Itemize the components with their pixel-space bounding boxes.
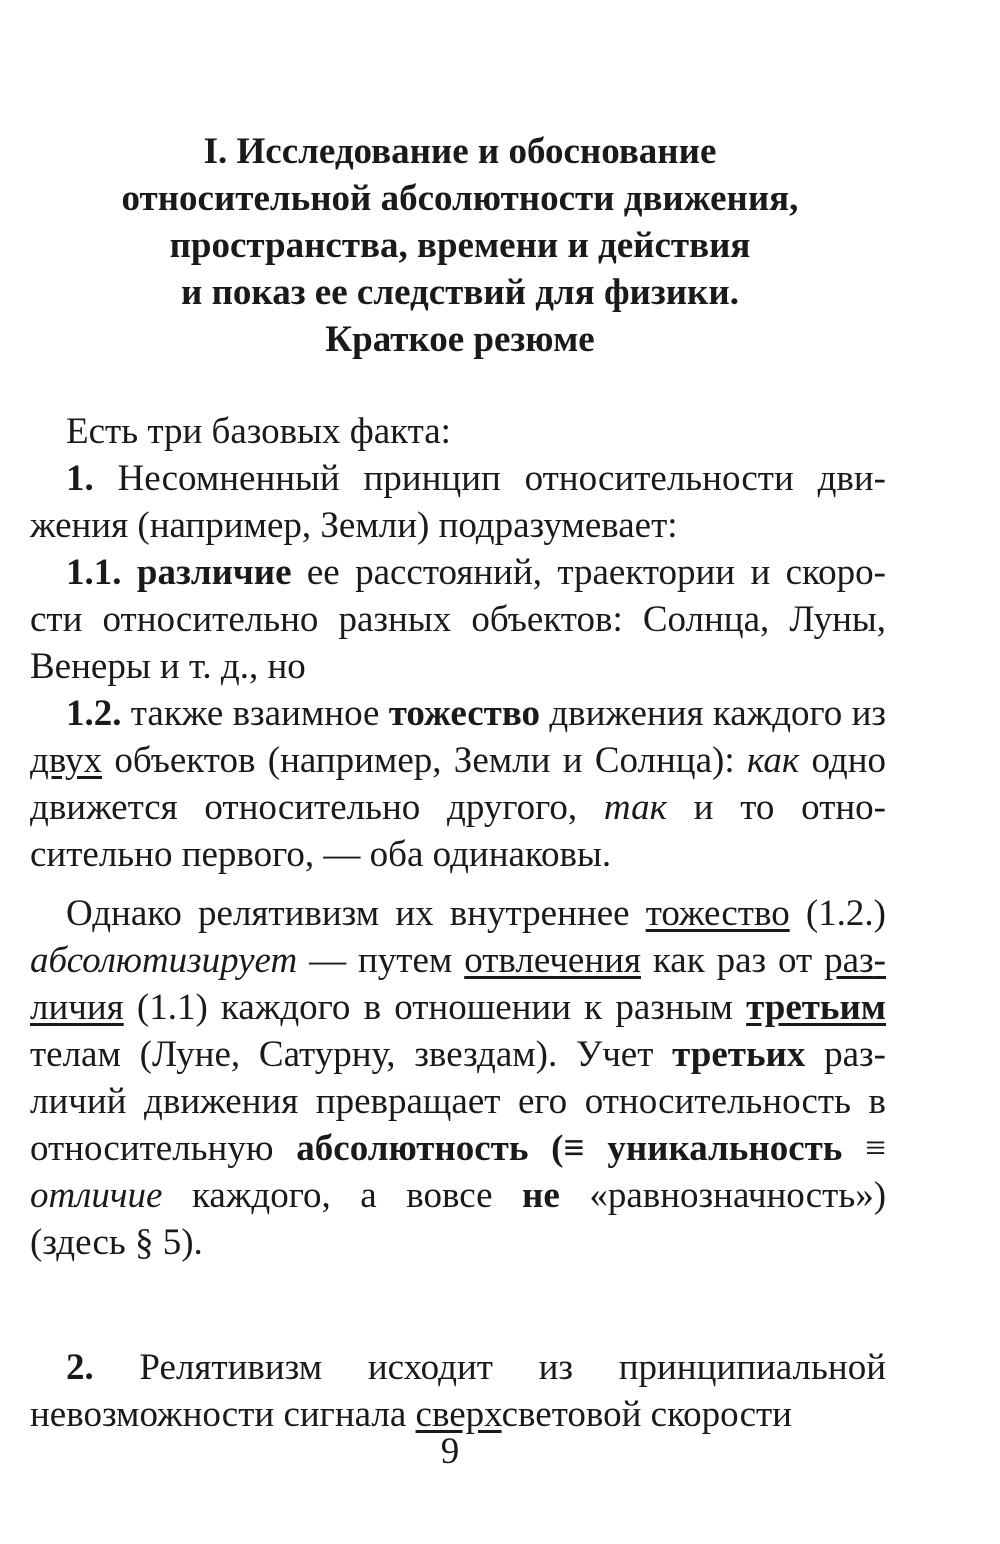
underlined-term: двух xyxy=(30,740,103,781)
bold-term: различие xyxy=(121,552,292,593)
italic-term: отличие xyxy=(30,1175,163,1216)
title-line: относительной абсолютности движения, xyxy=(121,178,799,219)
text-run: как раз от xyxy=(640,940,825,981)
underlined-term: тожество xyxy=(645,893,790,934)
bold-term: тожество xyxy=(388,693,541,734)
text-run: и то относительно первого, — оба одинаковы. xyxy=(30,787,886,875)
text-run: движения каждого из xyxy=(540,693,886,734)
paragraph-2 xyxy=(30,1344,886,1438)
intro-text: Есть три базовых факта: xyxy=(66,411,451,452)
text-run: объектов (например, Земли и Солнца): xyxy=(102,740,747,781)
italic-term: так xyxy=(603,787,667,828)
intro-paragraph xyxy=(30,408,886,455)
bold-term: третьих xyxy=(672,1034,806,1075)
bold-underlined-term xyxy=(746,987,886,1028)
text-run: (1.2.) xyxy=(789,893,886,934)
text-run: — путем xyxy=(297,940,465,981)
item-number: 2. xyxy=(66,1347,94,1388)
underlined-term: сверх xyxy=(415,1394,502,1435)
title-line: и показ ее следствий для физики. xyxy=(181,272,739,313)
italic-term: как xyxy=(746,740,800,781)
text-run: световой скорости xyxy=(501,1394,792,1435)
italic-term: абсолютизирует xyxy=(30,940,298,981)
text-run: одно движется относительно другого, xyxy=(30,740,887,828)
text-run: «равнозначность») (здесь § 5). xyxy=(30,1175,887,1263)
text-run: ее расстояний, траектории и скорости относительно разных объектов: Солнца, Луны, Венеры и т. д., но xyxy=(30,552,886,687)
underlined-term: различия xyxy=(30,940,886,1028)
page-number: 9 xyxy=(440,1431,460,1472)
text-run: Несомненный принцип относительности движения (например, Земли) подразумевает: xyxy=(30,458,886,546)
underlined-term: третьим xyxy=(746,987,886,1028)
paragraph-1-2 xyxy=(30,690,886,878)
text-run: каждого, а вовсе xyxy=(162,1175,523,1216)
subtitle: Краткое резюме xyxy=(325,319,595,360)
bold-term: не xyxy=(522,1175,560,1216)
text-run: телам (Луне, Сатурну, звездам). Учет xyxy=(30,1034,673,1075)
paragraph-1-1 xyxy=(30,549,886,690)
title-line: пространства, времени и действия xyxy=(169,225,751,266)
paragraph-1 xyxy=(30,455,886,549)
text-run: различий движения превращает его относительность в относительную xyxy=(30,1034,886,1169)
text-run: Однако релятивизм их внутреннее xyxy=(66,893,646,934)
text-run: также взаимное xyxy=(121,693,389,734)
text-run: (1.1) каждого в отношении к разным xyxy=(123,987,747,1028)
text-run: Релятивизм исходит из принципиальной невозможности сигнала xyxy=(30,1347,886,1435)
chapter-title xyxy=(60,128,860,363)
underlined-term: отвлечения xyxy=(464,940,641,981)
item-number: 1.1. xyxy=(66,552,122,593)
text-run: ≡ xyxy=(842,1128,886,1169)
item-number: 1. xyxy=(66,458,94,499)
body-text xyxy=(30,408,886,1438)
bold-term: абсолютность (≡ уникальность xyxy=(296,1128,843,1169)
item-number: 1.2. xyxy=(66,693,122,734)
paragraph-however xyxy=(30,890,886,1266)
title-line: I. Исследование и обоснование xyxy=(203,131,717,172)
